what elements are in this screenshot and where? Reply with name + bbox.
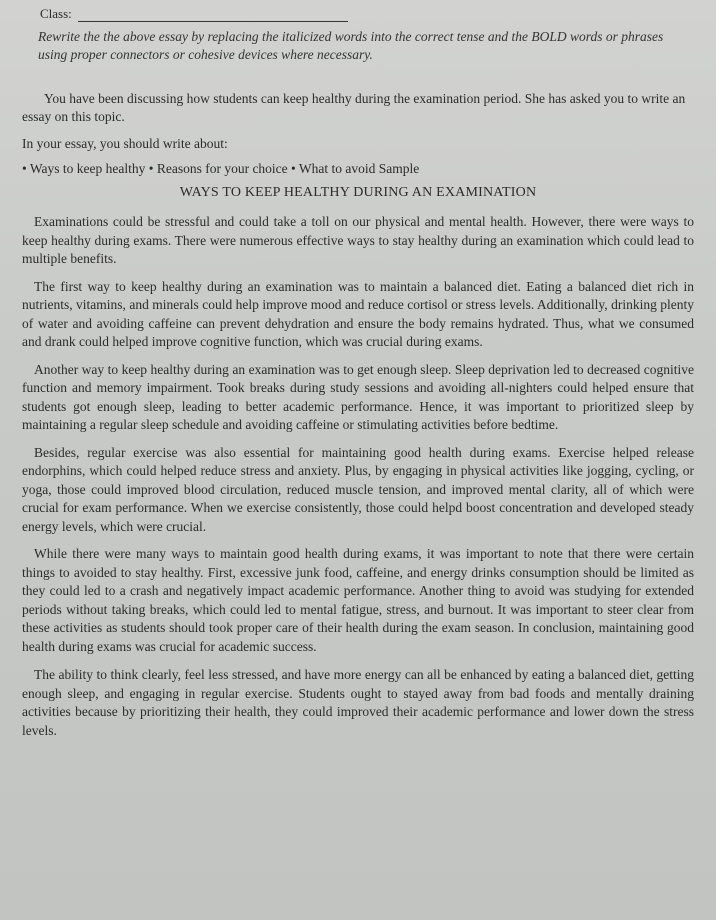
paragraph-sleep: Another way to keep healthy during an examination was to get enough sleep. Sleep deprivation led to decreased cognitive function and memory impairment. Took breaks during study sessions and avoiding all-nighters could helped ensure that students got enough sleep, leading to better academic performance. Hence, it was important to prioritized sleep by maintaining a regular sleep schedule and avoiding caffeine or stimulating activities before bedtime. (22, 361, 694, 432)
class-label: Class: (40, 6, 72, 21)
essay-title: WAYS TO KEEP HEALTHY DURING AN EXAMINATION (179, 185, 537, 200)
essay-ask: In your essay, you should write about: (22, 136, 228, 151)
instruction-text: Rewrite the the above essay by replacing the italicized words into the correct tense and the BOLD words or phrases using proper connectors or cohesive devices where necessary. (38, 29, 664, 62)
paragraph-avoid: While there were many ways to maintain good health during exams, it was important to note that there were certain things to avoided to stay healthy. First, excessive junk food, caffeine, and energy drinks consumption should be limited as they could led to a crash and negatively impact academic performance. Another thing to avoid was studying for extended periods without taking breaks, which could led to mental fatigue, stress, and burnout. It was important to steer clear from these activities as students should took proper care of their health during the exam season. In conclusion, maintaining good health during exams was crucial for academic success. (22, 546, 694, 654)
class-field (40, 6, 694, 22)
class-blank-line (78, 21, 348, 22)
paragraph-exercise: Besides, regular exercise was also essential for maintaining good health during exams. Exercise helped release endorphins, which could helped reduce stress and anxiety. Plus, by engaging in physical activities like jogging, cycling, or yoga, those could improved blood circulation, reduced muscle tension, and improved mental clarity, all of which were crucial for exam performance. When we exercise consistently, those could helpd boost concentration and developed steady energy levels, which were crucial. (22, 444, 694, 534)
paragraph-intro: Examinations could be stressful and could take a toll on our physical and mental health. However, there were ways to keep healthy during exams. There were numerous effective ways to stay healthy during an examination which could lead to multiple benefits. (22, 214, 694, 266)
paragraph-diet: The first way to keep healthy during an examination was to maintain a balanced diet. Eating a balanced diet rich in nutrients, vitamins, and minerals could help improve mood and reduce cortisol or stress levels. Additionally, drinking plenty of water and avoiding caffeine can prevent dehydration and ensure the body remains hydrated. Thus, what we consumed and drank could helped improve cognitive function, which was crucial during exams. (22, 278, 694, 349)
essay-prompt: You have been discussing how students can keep healthy during the examination period. She has asked you to write an essay on this topic. (22, 91, 686, 124)
essay-bullets: • Ways to keep healthy • Reasons for your choice • What to avoid Sample (22, 161, 420, 176)
paragraph-conclusion: The ability to think clearly, feel less stressed, and have more energy can all be enhanced by eating a balanced diet, getting enough sleep, and engaging in regular exercise. Students ought to stayed away from bad foods and mentally draining activities because by prioritizing their health, they could improved their academic performance and lower down the stress levels. (22, 667, 694, 738)
